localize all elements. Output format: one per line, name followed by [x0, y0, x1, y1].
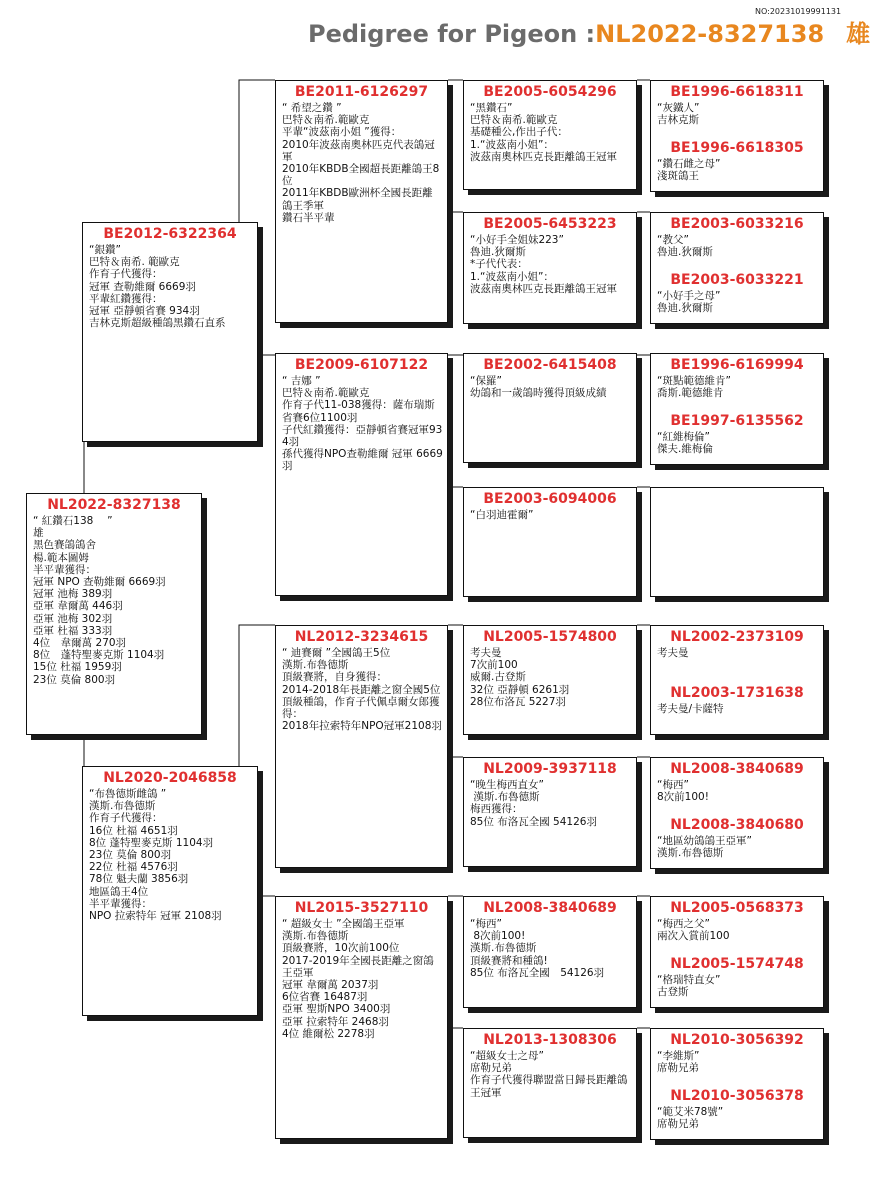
- gen3-card-6[interactable]: [463, 757, 637, 867]
- ring-number: NL2003-1731638: [670, 685, 804, 701]
- ring-number: BE2005-6453223: [483, 216, 617, 232]
- ring-number: BE2003-6094006: [483, 491, 617, 507]
- pedigree-details: “格瑞特直女” 古登斯: [657, 974, 721, 999]
- ring-number: BE2009-6107122: [294, 357, 429, 373]
- grandsire-maternal-card[interactable]: [275, 625, 448, 868]
- pedigree-details: “梅西” 8次前100! 漢斯.布魯德斯 頂級賽將和種鴿! 85位 布洛瓦全國 54126羽: [470, 918, 605, 979]
- gen4-pair-6[interactable]: [650, 757, 824, 869]
- pedigree-details: 考夫曼: [657, 647, 689, 659]
- pedigree-details: “小好手之母” 魯迪.狄爾斯: [657, 290, 721, 315]
- ring-number: BE2011-6126297: [294, 84, 429, 100]
- gen4-pair-3[interactable]: [650, 353, 824, 465]
- ring-number: NL2008-3840689: [483, 900, 617, 916]
- gen4-entry[interactable]: [651, 410, 823, 455]
- subject-card[interactable]: [26, 493, 202, 735]
- ring-number: BE2005-6054296: [483, 84, 617, 100]
- ring-number: NL2010-3056378: [670, 1088, 804, 1104]
- gen4-entry[interactable]: [651, 1085, 823, 1130]
- gen4-pair-8[interactable]: [650, 1028, 824, 1140]
- pedigree-details: “斑點範德維肯” 喬斯.範德維肯: [657, 375, 731, 400]
- gen4-entry[interactable]: [651, 814, 823, 859]
- ring-number: BE1997-6135562: [670, 413, 804, 429]
- sire-card[interactable]: [82, 222, 258, 442]
- ring-number: BE1996-6618311: [670, 84, 804, 100]
- gen3-card-8[interactable]: [463, 1028, 637, 1138]
- ring-number: BE2002-6415408: [483, 357, 617, 373]
- gen3-card-2[interactable]: [463, 212, 637, 324]
- gen4-pair-5[interactable]: [650, 625, 824, 735]
- sire-details: “銀鑽” 巴特＆南希. 範歐克 作育子代獲得： 冠軍 查勒維爾 6669羽 平輩紅鑽獲得： 冠軍 亞靜頓省賽 934羽 吉林克斯超級種鴿黑鑽石直系: [89, 244, 226, 330]
- ring-number: NL2005-1574800: [483, 629, 617, 645]
- ring-number: NL2013-1308306: [483, 1032, 617, 1048]
- ring-number: NL2012-3234615: [294, 629, 429, 645]
- gen4-entry[interactable]: [651, 137, 823, 182]
- pedigree-details: “ 迪賽爾 ”全國鴿王5位 漢斯.布魯德斯 頂級賽將，自身獲得： 2014-2018年長距離之窗全國5位 頂級種鴿，作育子代佩卓爾女郎獲得： 2018年拉索特年NPO冠軍2108羽: [282, 647, 442, 733]
- gen4-entry[interactable]: [651, 269, 823, 314]
- dam-details: “布魯德斯雌鴿 ” 漢斯.布魯德斯 作育子代獲得： 16位 杜福 4651羽 8位 蓬特聖麥克斯 1104羽 23位 莫倫 800羽 22位 杜福 4576羽 78位 魁夫蘭 3856羽 地區鴿王4位 半平輩獲得： NPO 拉索特年 冠軍 2108羽: [89, 788, 222, 923]
- gen4-pair-1[interactable]: [650, 80, 824, 192]
- pedigree-details: “ 希望之鑽 ” 巴特＆南希.範歐克 平輩“波茲南小姐 ”獲得： 2010年波茲南奧林匹克代表鴿冠軍 2010年KBDB全國超長距離鴿王8位 2011年KBDB歐洲杯全國長距離鴿王季軍 鑽石半平輩: [282, 102, 440, 224]
- gen3-card-5[interactable]: [463, 625, 637, 735]
- pedigree-details: “教父” 魯迪.狄爾斯: [657, 234, 713, 259]
- gen4-entry[interactable]: [651, 758, 823, 803]
- gen4-entry[interactable]: [651, 953, 823, 998]
- subject-details: “ 紅鑽石138 ” 雄 黑色賽鴿鴿舍 楊.範本圖姆 半平輩獲得： 冠軍 NPO 查勒維爾 6669羽 冠軍 池梅 389羽 亞軍 韋爾萬 446羽 亞軍 池梅 302羽 亞軍 杜福 333羽 4位 韋爾萬 270羽 8位 蓬特聖麥克斯 1104羽 15位 杜福 1959羽 23位 莫倫 800羽: [33, 515, 166, 686]
- gen4-entry[interactable]: [651, 544, 823, 549]
- pedigree-details: “晚生梅西直女” 漢斯.布魯德斯 梅西獲得： 85位 布洛瓦全國 54126羽: [470, 779, 597, 828]
- gen4-entry[interactable]: [651, 354, 823, 399]
- ring-number: BE1996-6618305: [670, 140, 804, 156]
- dam-card[interactable]: [82, 766, 258, 1016]
- gen4-entry[interactable]: [651, 626, 823, 659]
- pedigree-details: “梅西之父” 兩次入賞前100: [657, 918, 730, 943]
- ring-number: NL2002-2373109: [670, 629, 804, 645]
- pedigree-details: “超級女士之母” 席勒兄弟 作育子代獲得聯盟當日歸長距離鴿王冠軍: [470, 1050, 628, 1099]
- title-prefix: Pedigree for Pigeon :: [308, 20, 596, 48]
- pedigree-details: “保羅” 幼鴿和一歲鴿時獲得頂級成績: [470, 375, 607, 400]
- gen3-card-3[interactable]: [463, 353, 637, 463]
- granddam-paternal-card[interactable]: [275, 353, 448, 596]
- pedigree-details: 考夫曼 7次前100 威爾.古登斯 32位 亞靜頓 6261羽 28位布洛瓦 5227羽: [470, 647, 570, 708]
- title-ring-number: NL2022-8327138: [595, 20, 825, 48]
- gen3-card-4[interactable]: [463, 487, 637, 597]
- ring-number: BE2003-6033216: [670, 216, 804, 232]
- pedigree-details: [651, 547, 823, 549]
- document-number: NO:20231019991131: [755, 7, 842, 16]
- pedigree-details: “ 吉娜 ” 巴特＆南希.範歐克 作育子代11-038獲得：薩布瑞斯省賽6位1100羽 子代紅鑽獲得：亞靜頓省賽冠軍934羽 孫代獲得NPO查勒維爾 冠軍 6669羽: [282, 375, 443, 473]
- pedigree-details: “紅維梅倫” 傑夫.維梅倫: [657, 431, 713, 456]
- pedigree-details: “ 超級女士 ”全國鴿王亞軍 漢斯.布魯德斯 頂級賽將，10次前100位 2017-2019年全國長距離之窗鴿王亞軍 冠軍 韋爾萬 2037羽 6位省賽 16487羽 亞軍 聖斯NPO 3400羽 亞軍 拉索特年 2468羽 4位 維爾松 2278羽: [282, 918, 434, 1040]
- ring-number: NL2015-3527110: [294, 900, 429, 916]
- pedigree-details: “黑鑽石” 巴特＆南希.範歐克 基礎種公,作出子代： 1.“波茲南小姐”： 波茲南奧林匹克長距離鴿王冠軍: [470, 102, 617, 163]
- pedigree-details: [651, 491, 823, 493]
- ring-number: NL2008-3840689: [670, 761, 804, 777]
- pedigree-details: “梅西” 8次前100!: [657, 779, 709, 804]
- pedigree-details: “地區幼鴿鴿王亞軍” 漢斯.布魯德斯: [657, 835, 752, 860]
- pedigree-details: “李維斯” 席勒兄弟: [657, 1050, 700, 1075]
- grandsire-paternal-card[interactable]: [275, 80, 448, 323]
- ring-number: NL2005-0568373: [670, 900, 804, 916]
- gen4-entry[interactable]: [651, 682, 823, 715]
- title-sex: 雄: [846, 20, 870, 48]
- pedigree-details: “白羽迪霍爾”: [470, 509, 534, 521]
- sire-ring-number: BE2012-6322364: [103, 226, 237, 242]
- gen4-entry[interactable]: [651, 897, 823, 942]
- granddam-maternal-card[interactable]: [275, 896, 448, 1139]
- ring-number: NL2009-3937118: [483, 761, 617, 777]
- pedigree-details: “灰鐵人” 吉林克斯: [657, 102, 700, 127]
- gen4-pair-2[interactable]: [650, 212, 824, 324]
- pedigree-details: “小好手全姐妹223” 魯迪.狄爾斯 *子代代表： 1.“波茲南小姐”： 波茲南奧林匹克長距離鴿王冠軍: [470, 234, 617, 295]
- gen3-card-7[interactable]: [463, 896, 637, 1008]
- subject-ring-number: NL2022-8327138: [47, 497, 181, 513]
- gen4-entry[interactable]: [651, 1029, 823, 1074]
- ring-number: NL2008-3840680: [670, 817, 804, 833]
- ring-number: BE2003-6033221: [670, 272, 804, 288]
- gen4-entry[interactable]: [651, 81, 823, 126]
- pedigree-details: 考夫曼/卡薩特: [657, 703, 724, 715]
- gen4-entry[interactable]: [651, 488, 823, 493]
- ring-number: NL2010-3056392: [670, 1032, 804, 1048]
- ring-number: BE1996-6169994: [670, 357, 804, 373]
- dam-ring-number: NL2020-2046858: [103, 770, 237, 786]
- gen4-pair-4-empty[interactable]: [650, 487, 824, 597]
- ring-number: NL2005-1574748: [670, 956, 804, 972]
- pedigree-details: “鑽石雌之母” 淺斑鴿王: [657, 158, 721, 183]
- gen3-card-1[interactable]: [463, 80, 637, 190]
- gen4-entry[interactable]: [651, 213, 823, 258]
- gen4-pair-7[interactable]: [650, 896, 824, 1008]
- pedigree-details: “範艾米78號” 席勒兄弟: [657, 1106, 724, 1131]
